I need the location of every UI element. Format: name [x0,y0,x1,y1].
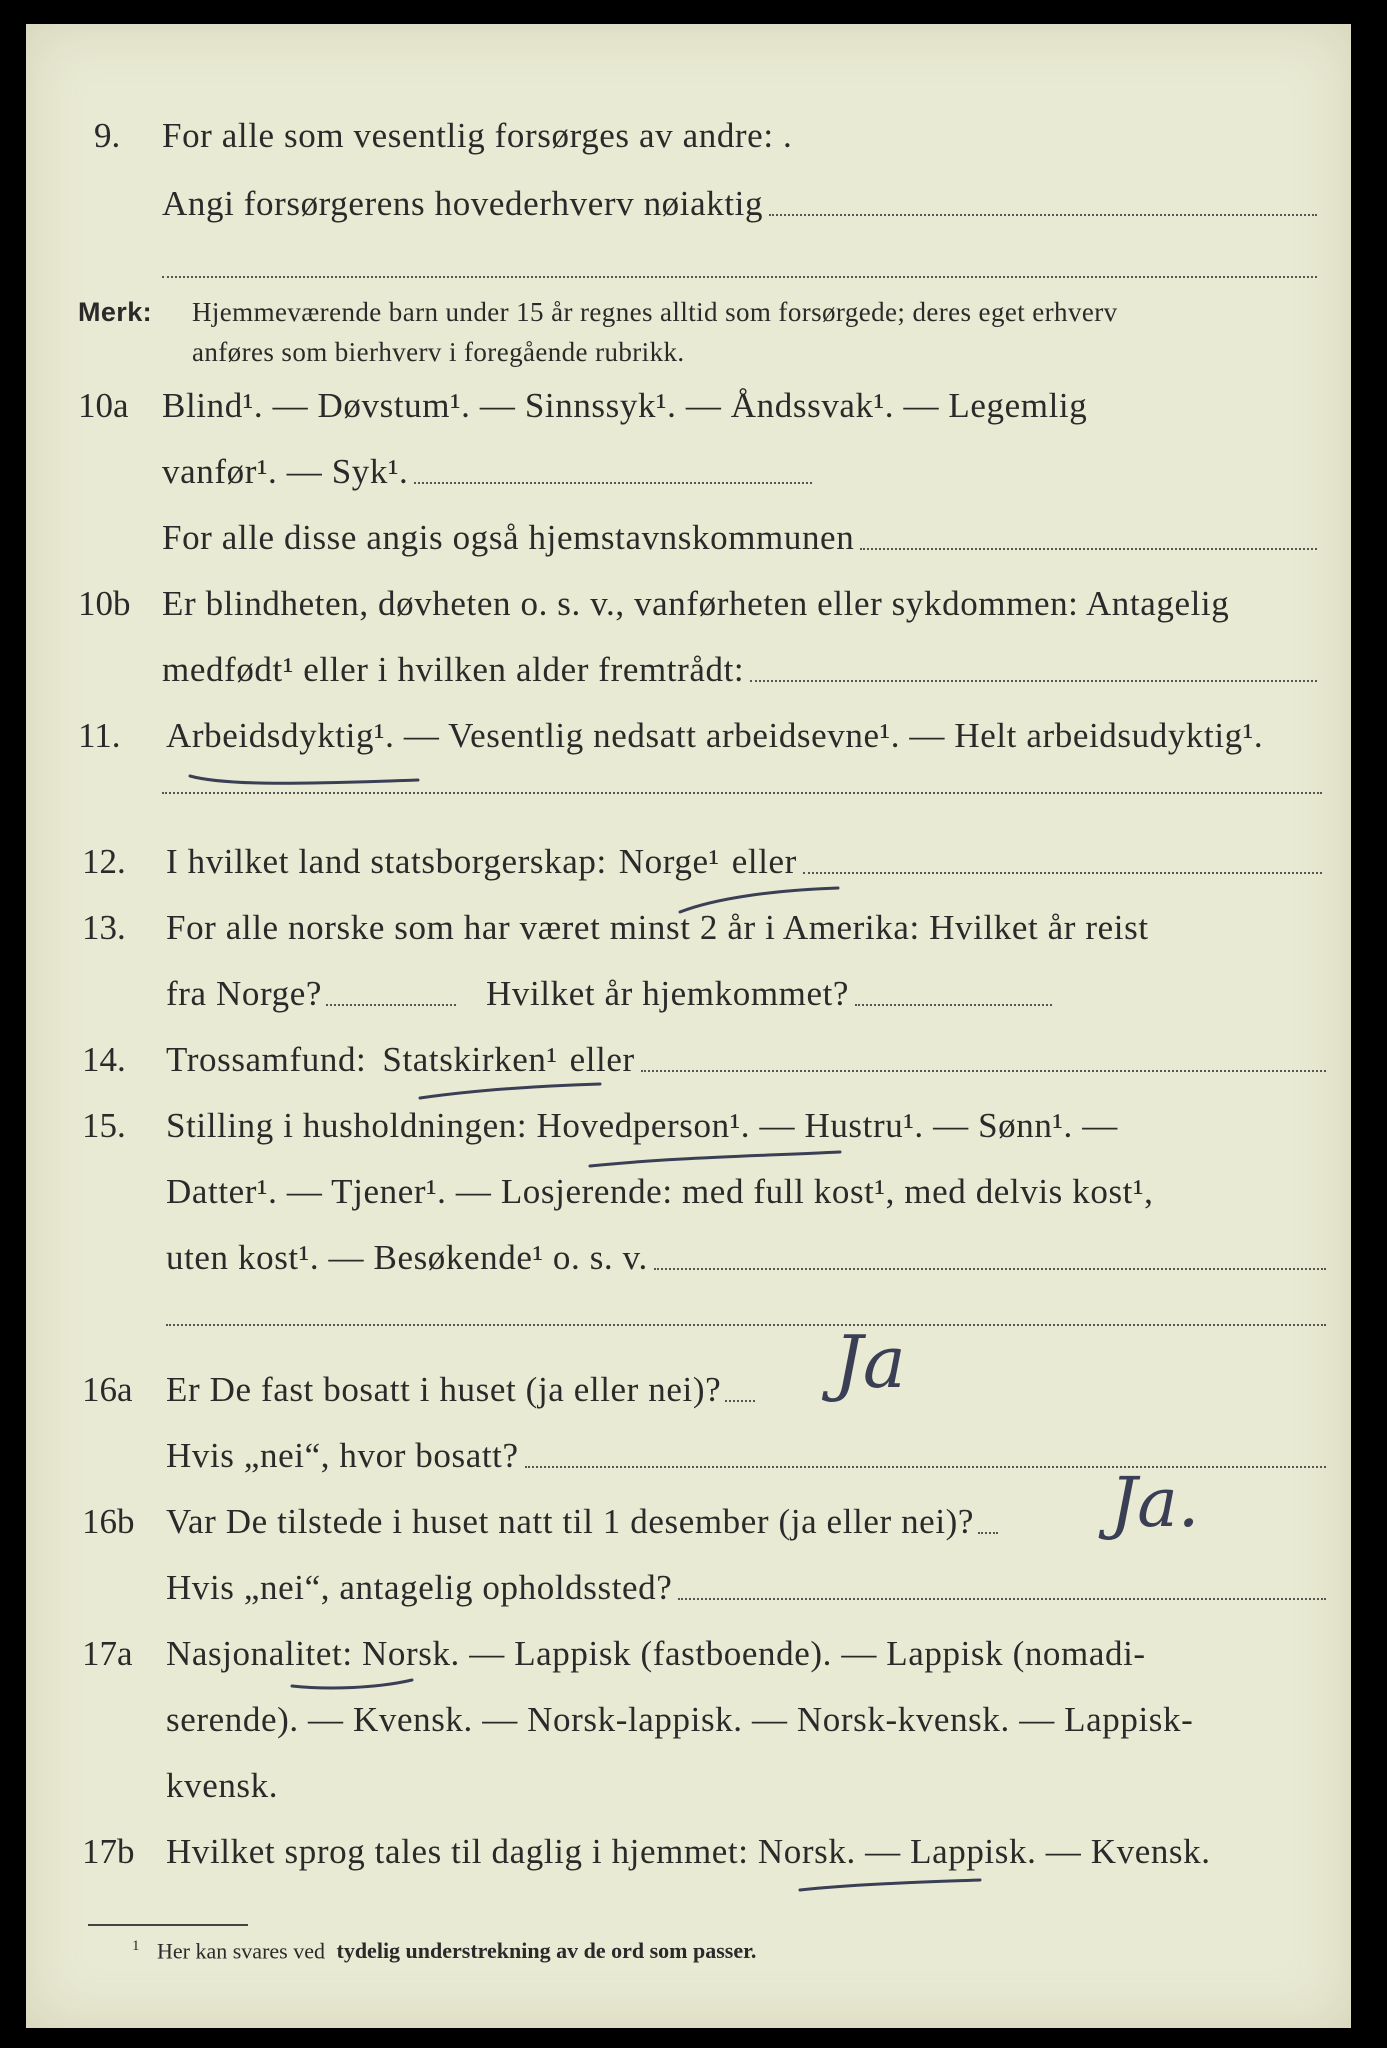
footnote-divider [88,1924,248,1926]
question-9-text: For alle som vesentlig forsørges av andre: . [162,116,793,155]
answer-line-15-extra[interactable] [166,1324,1326,1326]
question-11-number: 11. [78,716,121,755]
question-13-line-1: For alle norske som har været minst 2 år i Amerika: Hvilket år reist [166,908,1149,947]
question-16a-number: 16a [82,1370,133,1409]
question-13-fra-norge: fra Norge? [166,974,322,1013]
question-10a-line-3 [162,518,1317,558]
question-13-hjemkommet: Hvilket år hjemkommet? [485,974,850,1013]
answer-line-9[interactable] [769,214,1317,216]
question-10a-subtext: For alle disse angis også hjemstavnskommunen [162,518,855,557]
answer-line-14[interactable] [641,1070,1326,1072]
question-10b-line-1: Er blindheten, døvheten o. s. v., vanførheten eller sykdommen: Antagelig [162,584,1230,623]
question-15-options-3: uten kost¹. — Besøkende¹ o. s. v. [166,1238,648,1277]
handwritten-answer-16b: Ja. [1110,1464,1200,1543]
question-15-line-3 [166,1238,1326,1278]
answer-line-16b-opholdssted[interactable] [678,1598,1326,1600]
question-16a-text: Er De fast bosatt i huset (ja eller nei)? [166,1370,722,1409]
question-13-number: 13. [82,908,126,947]
answer-line-16b[interactable] [978,1532,998,1534]
merk-label: Merk: [78,297,153,327]
question-14-number: 14. [82,1040,126,1079]
question-12-number: 12. [82,842,126,881]
question-13-line-2 [166,974,1052,1014]
question-9-subtext: Angi forsørgerens hovederhverv nøiaktig [162,184,764,223]
question-15-line-2: Datter¹. — Tjener¹. — Losjerende: med full kost¹, med delvis kost¹, [166,1172,1154,1211]
answer-line-16a-bosatt[interactable] [525,1466,1326,1468]
question-17a-line-2: serende). — Kvensk. — Norsk-lappisk. — Norsk-kvensk. — Lappisk- [166,1700,1194,1739]
answer-line-10b[interactable] [750,680,1317,682]
question-14-text: Trossamfund: [166,1040,367,1079]
handwritten-underline-hovedperson [586,1144,846,1174]
answer-line-16a[interactable] [725,1400,755,1402]
question-10b-subtext: medfødt¹ eller i hvilken alder fremtrådt: [162,650,745,689]
census-form-page [26,24,1351,2028]
question-10a-number: 10a [78,386,129,425]
question-17b-line-1: Hvilket sprog tales til daglig i hjemmet: Norsk. — Lappisk. — Kvensk. [166,1832,1211,1871]
question-16b-text: Var De tilstede i huset natt til 1 desember (ja eller nei)? [166,1502,975,1541]
question-17a-number: 17a [82,1634,133,1673]
question-16b-line-2 [166,1568,1326,1608]
answer-line-15[interactable] [654,1268,1326,1270]
answer-line-9-extra[interactable] [162,276,1317,278]
question-10a-line-2 [162,452,812,492]
answer-line-10a-kommune[interactable] [860,548,1317,550]
question-12-line [166,842,1322,882]
merk-note [78,292,152,332]
option-norge[interactable]: Norge¹ [618,842,720,881]
question-14-eller: eller [569,1040,635,1079]
question-11-line-1: Arbeidsdyktig¹. — Vesentlig nedsatt arbeidsevne¹. — Helt arbeidsudyktig¹. [166,716,1264,755]
answer-line-10a[interactable] [414,482,812,484]
handwritten-underline-statskirken [416,1076,606,1106]
question-16a-line-1 [166,1370,761,1410]
answer-line-13-reist[interactable] [326,1004,456,1006]
footnote-marker: 1 [132,1938,140,1954]
handwritten-underline-norsk-17b [796,1868,986,1898]
question-15-number: 15. [82,1106,126,1145]
question-16b-number: 16b [82,1502,135,1541]
question-10a-line-1: Blind¹. — Døvstum¹. — Sinnssyk¹. — Åndssvak¹. — Legemlig [162,386,1088,425]
handwritten-underline-arbeidsdyktig [186,760,426,790]
question-16b-line-1 [166,1502,1004,1542]
footnote [132,1938,756,1964]
question-9-line-1 [162,116,792,156]
answer-line-11[interactable] [162,792,1322,794]
question-10a-options-2: vanfør¹. — Syk¹. [162,452,409,491]
question-16b-subtext: Hvis „nei“, antagelig opholdssted? [166,1568,673,1607]
question-10b-number: 10b [78,584,131,623]
question-17b-number: 17b [82,1832,135,1871]
handwritten-answer-16a: Ja [834,1320,906,1404]
footnote-text-plain: Her kan svares ved [157,1938,325,1964]
option-statskirken[interactable]: Statskirken¹ [382,1040,558,1079]
merk-note-text [192,292,1118,372]
question-15-line-1: Stilling i husholdningen: Hovedperson¹. — Hustru¹. — Sønn¹. — [166,1106,1118,1145]
handwritten-underline-norsk-17a [288,1668,418,1698]
question-9-line-2 [162,184,1317,224]
merk-line-2: anføres som bierhverv i foregående rubrikk. [192,337,685,367]
question-17a-line-1: Nasjonalitet: Norsk. — Lappisk (fastboende). — Lappisk (nomadi- [166,1634,1146,1673]
question-17a-line-3: kvensk. [166,1766,279,1805]
question-12-eller: eller [731,842,797,881]
question-12-text: I hvilket land statsborgerskap: [166,842,607,881]
question-16a-subtext: Hvis „nei“, hvor bosatt? [166,1436,519,1475]
footnote-text-bold: tydelig understrekning av de ord som passer. [336,1938,757,1964]
question-9-number: 9. [94,116,121,155]
question-10b-line-2 [162,650,1317,690]
merk-line-1: Hjemmeværende barn under 15 år regnes alltid som forsørgede; deres eget erhverv [192,297,1118,327]
answer-line-12[interactable] [803,872,1322,874]
answer-line-13-hjemkommet[interactable] [855,1004,1052,1006]
question-14-line [166,1040,1326,1080]
